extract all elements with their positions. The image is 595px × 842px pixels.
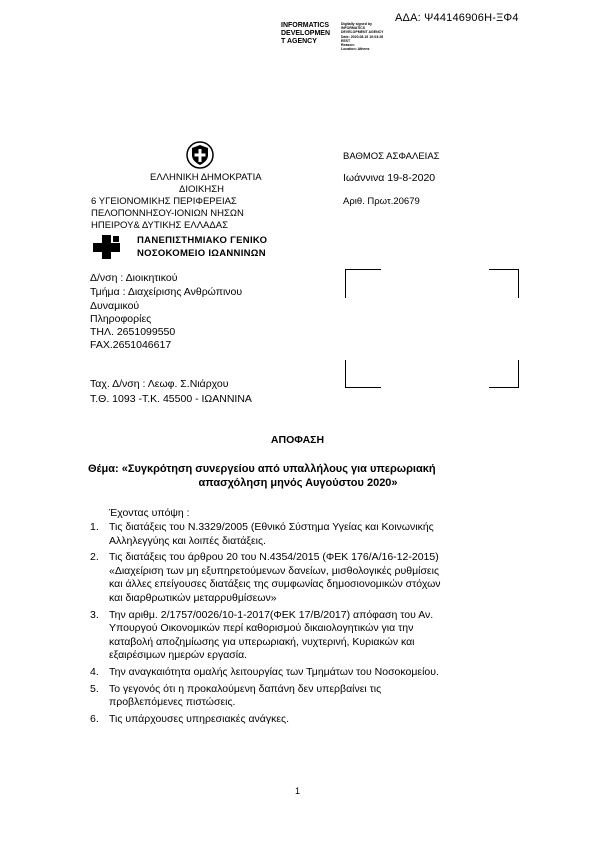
stamp-line: DEVELOPMEN: [281, 30, 331, 37]
subject-line: Θέμα: «Συγκρότηση συνεργείου από υπαλλήλους για υπερωριακή: [88, 463, 436, 475]
section-line: Τμήμα : Διαχείρισης Ανθρώπινου: [90, 286, 243, 298]
hospital-name-line: ΝΟΣΟΚΟΜΕΙΟ ΙΩΑΝΝΙΝΩΝ: [137, 248, 266, 259]
country-name: ΕΛΛΗΝΙΚΗ ΔΗΜΟΚΡΑΤΙΑ: [150, 172, 262, 183]
section-line: Δυναμικού: [90, 300, 140, 312]
signature-stamp: [281, 22, 330, 46]
item-number: 2.: [90, 551, 99, 564]
hospital-cross-logo: [92, 234, 126, 260]
address-window-corner: [489, 269, 519, 298]
info-label: Πληροφορίες: [90, 313, 152, 325]
stamp-line: T AGENCY: [281, 38, 317, 45]
administration: ΔΙΟΙΚΗΣΗ: [179, 184, 224, 195]
item-number: 5.: [90, 682, 99, 695]
protocol-number: Αριθ. Πρωτ.20679: [343, 196, 420, 207]
document-date: Ιωάννινα 19-8-2020: [343, 172, 436, 184]
list-item: 6. Τις υπάρχουσες υπηρεσιακές ανάγκες.: [90, 712, 289, 725]
list-item: 3. Την αριθμ. 2/1757/0026/10-1-2017(ΦΕΚ 17/Β/2017) απόφαση του Αν. Υπουργού Οικονομικών περί καθορισμού δικαιολογητικών για την καταβολή αποζημίωσης για υπερωριακή, νυχτερινή, Κυριακών και εξαιρέσιμων ημερών εργασία.: [90, 608, 434, 662]
document-title: ΑΠΟΦΑΣΗ: [270, 434, 325, 446]
stamp-line: INFORMATICS: [281, 22, 330, 29]
list-item: 2. Τις διατάξεις του άρθρου 20 του Ν.4354/2015 (ΦΕΚ 176/Α/16-12-2015) «Διαχείριση των μη εξυπηρετούμενων δανείων, μισθολογικές ρυθμίσεις και άλλες επείγουσες διατάξεις της συμφωνίας δημοσιονομικών στόχων και διαρθρωτικών μεταρρυθμίσεων»: [90, 551, 441, 604]
stamp-fine-print: Digitally signed by INFORMATICS DEVELOPMENT AGENCY Date: 2020.08.19 10:03:26 EEST Reason: Location: Athens: [341, 22, 384, 52]
region-line: ΠΕΛΟΠΟΝΝΗΣΟΥ-ΙΟΝΙΩΝ ΝΗΣΩΝ: [91, 208, 244, 219]
fax: FAX.2651046617: [90, 339, 172, 351]
region-line: 6 ΥΓΕΙΟΝΟΜΙΚΗΣ ΠΕΡΙΦΕΡΕΙΑΣ: [91, 196, 237, 207]
subject-line: απασχόληση μηνός Αυγούστου 2020»: [198, 477, 398, 489]
item-number: 4.: [90, 665, 99, 678]
address-window-corner: [345, 269, 381, 298]
considerations-list: [90, 521, 506, 726]
list-item: 1. Τις διατάξεις του Ν.3329/2005 (Εθνικό Σύστημα Υγείας και Κοινωνικής Αλληλεγγύης και λοιπές διατάξεις.: [90, 521, 434, 547]
security-level: ΒΑΘΜΟΣ ΑΣΦΑΛΕΙΑΣ: [343, 151, 440, 162]
ada-code: ΑΔΑ: Ψ44146906Η-ΞΦ4: [395, 12, 519, 24]
list-item: 5. Το γεγονός ότι η προκαλούμενη δαπάνη δεν υπερβαίνει τις προβλεπόμενες πιστώσεις.: [90, 682, 382, 709]
hospital-name-line: ΠΑΝΕΠΙΣΤΗΜΙΑΚΟ ΓΕΝΙΚΟ: [137, 235, 268, 246]
considering-label: Έχοντας υπόψη :: [109, 507, 190, 519]
postal-code: Τ.Θ. 1093 -Τ.Κ. 45500 - ΙΩΑΝΝΙΝΑ: [90, 393, 252, 405]
postal-address: Ταχ. Δ/νση : Λεωφ. Σ.Νιάρχου: [90, 378, 229, 390]
item-number: 6.: [90, 712, 99, 725]
item-number: 3.: [90, 608, 99, 621]
greek-coat-of-arms-icon: [186, 141, 214, 169]
telephone: ΤΗΛ. 2651099550: [90, 326, 176, 338]
address-window-corner: [489, 360, 519, 388]
page-number: 1: [294, 786, 300, 796]
list-item: 4. Την αναγκαιότητα ομαλής λειτουργίας των Τμημάτων του Νοσοκομείου.: [90, 665, 439, 678]
region-line: ΗΠΕΙΡΟΥ& ΔΥΤΙΚΗΣ ΕΛΛΑΔΑΣ: [91, 220, 228, 231]
item-number: 1.: [90, 521, 99, 533]
address-window-corner: [345, 360, 381, 388]
direction-line: Δ/νση : Διοικητικού: [90, 272, 178, 284]
